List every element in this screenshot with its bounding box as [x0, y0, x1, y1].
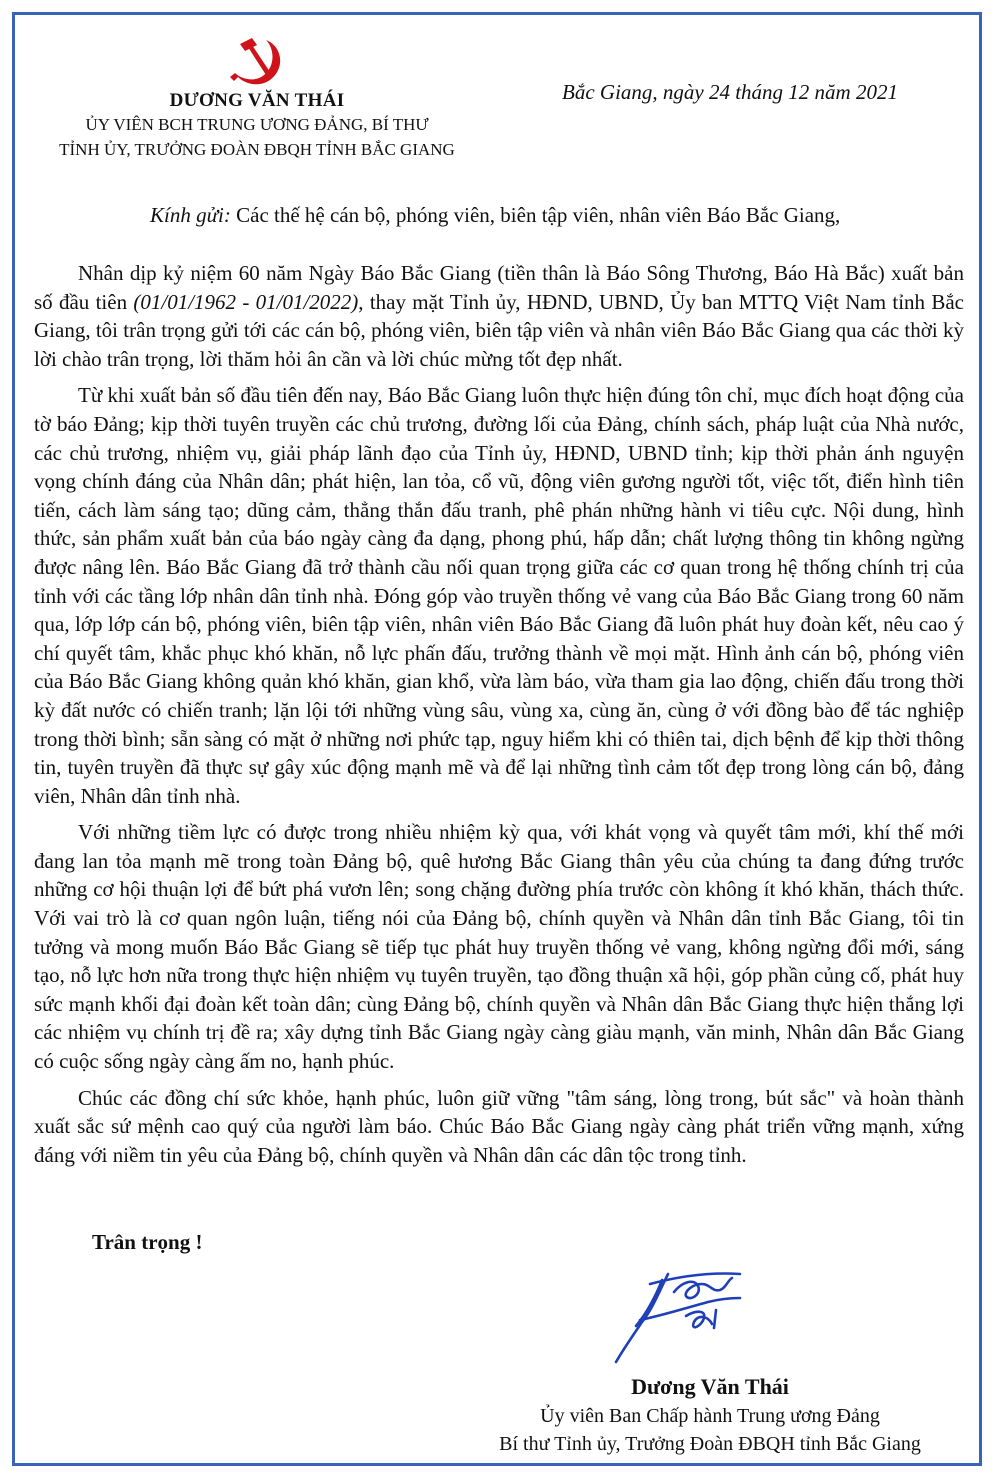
paragraph-3: Với những tiềm lực có được trong nhiều nhiệm kỳ qua, với khát vọng và quyết tâm mới, khí thế mới đang lan tỏa mạnh mẽ trong toàn Đảng bộ, quê hương Bắc Giang thân yêu của chúng ta đang đứng trước những cơ hội thuận lợi để bứt phá vươn lên; song chặng đường phía trước còn không ít khó khăn, thách thức. Với vai trò là cơ quan ngôn luận, tiếng nói của Đảng bộ, chính quyền và Nhân dân tỉnh Bắc Giang, tôi tin tưởng và mong muốn Báo Bắc Giang sẽ tiếp tục phát huy truyền thống vẻ vang, không ngừng đổi mới, sáng tạo, nỗ lực hơn nữa trong thực hiện nhiệm vụ tuyên truyền, tạo đồng thuận xã hội, góp phần củng cố, phát huy sức mạnh khối đại đoàn kết toàn dân; cùng Đảng bộ, chính quyền và Nhân dân Bắc Giang thực hiện thắng lợi các nhiệm vụ chính trị đề ra; xây dựng tỉnh Bắc Giang ngày càng giàu mạnh, văn minh, Nhân dân Bắc Giang có cuộc sống ngày càng ấm no, hạnh phúc.	[34, 820, 964, 1074]
closing-remark: Trân trọng !	[92, 1230, 203, 1254]
signer-title-line2: Bí thư Tỉnh ủy, Trưởng Đoàn ĐBQH tỉnh Bắc Giang	[499, 1433, 921, 1455]
letter-body	[34, 259, 964, 1177]
author-name: DƯƠNG VĂN THÁI	[169, 90, 345, 111]
signer-name: Dương Văn Thái	[631, 1374, 789, 1399]
hammer-and-sickle-icon	[226, 34, 288, 90]
paragraph-1-part1: Nhân dịp kỷ niệm 60 năm Ngày Báo Bắc Giang (tiền thân là Báo Sông Thương, Báo Hà Bắc) xuất bản số đầu tiên	[34, 261, 964, 314]
paragraph-4: Chúc các đồng chí sức khỏe, hạnh phúc, luôn giữ vững "tâm sáng, lòng trong, bút sắc" và hoàn thành xuất sắc sứ mệnh cao quý của người làm báo. Chúc Báo Bắc Giang ngày càng phát triển vững mạnh, xứng đáng với niềm tin yêu của Đảng bộ, chính quyền và Nhân dân các dân tộc trong tỉnh.	[34, 1085, 964, 1167]
salutation	[150, 203, 840, 228]
paragraph-1-part2: , thay mặt Tỉnh ủy, HĐND, UBND, Ủy ban MTTQ Việt Nam tỉnh Bắc Giang, tôi trân trọng gửi tới các cán bộ, phóng viên, biên tập viên và nhân viên Báo Bắc Giang qua các thời kỳ lời chào trân trọng, lời thăm hỏi ân cần và lời chúc mừng tốt đẹp nhất.	[34, 289, 964, 371]
author-title-line2: TỈNH ỦY, TRƯỞNG ĐOÀN ĐBQH TỈNH BẮC GIANG	[59, 140, 455, 159]
anniversary-dates: (01/01/1962 - 01/01/2022)	[133, 289, 359, 314]
paragraph-2: Từ khi xuất bản số đầu tiên đến nay, Báo Bắc Giang luôn thực hiện đúng tôn chỉ, mục đích hoạt động của tờ báo Đảng; kịp thời tuyên truyền các chủ trương, đường lối của Đảng, chính sách, pháp luật của Nhà nước, các chủ trương, nhiệm vụ, giải pháp lãnh đạo của Tỉnh ủy, HĐND, UBND tỉnh; kịp thời phản ánh nguyện vọng chính đáng của Nhân dân; phát hiện, lan tỏa, cổ vũ, động viên gương người tốt, việc tốt, điển hình tiên tiến, cách làm sáng tạo; dũng cảm, thẳng thắn đấu tranh, phê phán những hành vi tiêu cực. Nội dung, hình thức, sản phẩm xuất bản của báo ngày càng đa dạng, phong phú, hấp dẫn; chất lượng thông tin không ngừng được nâng lên. Báo Bắc Giang đã trở thành cầu nối quan trọng giữa các cơ quan trong hệ thống chính trị của tỉnh với các tầng lớp nhân dân tỉnh nhà. Đóng góp vào truyền thống vẻ vang của Báo Bắc Giang trong 60 năm qua, lớp lớp cán bộ, phóng viên, biên tập viên, nhân viên Báo Bắc Giang đã luôn phát huy đoàn kết, nêu cao ý chí quyết tâm, khắc phục khó khăn, nỗ lực phấn đấu, trưởng thành về mọi mặt. Hình ảnh cán bộ, phóng viên của Báo Bắc Giang không quản khó khăn, gian khổ, vừa làm báo, vừa tham gia lao động, chiến đấu trong thời kỳ đất nước có chiến tranh; lặn lội tới những vùng sâu, vùng xa, cùng ăn, cùng ở với đồng bào để tác nghiệp trong thời bình; sẵn sàng có mặt ở những nơi phức tạp, nguy hiểm khi có thiên tai, dịch bệnh để kịp thời thông tin, tuyên truyền đã thực sự gây xúc động mạnh mẽ và để lại những tình cảm tốt đẹp trong lòng cán bộ, đảng viên, Nhân dân tỉnh nhà.	[34, 383, 964, 808]
salutation-recipients: Các thế hệ cán bộ, phóng viên, biên tập viên, nhân viên Báo Bắc Giang,	[230, 203, 841, 227]
salutation-lead: Kính gửi:	[150, 203, 231, 227]
paragraph-1	[34, 259, 964, 373]
signer-block	[454, 1372, 966, 1458]
signer-title-line1: Ủy viên Ban Chấp hành Trung ương Đảng	[540, 1405, 880, 1427]
letterhead	[38, 34, 476, 162]
author-title-line1: ỦY VIÊN BCH TRUNG ƯƠNG ĐẢNG, BÍ THƯ	[85, 115, 429, 134]
date-line: Bắc Giang, ngày 24 tháng 12 năm 2021	[562, 80, 898, 104]
handwritten-signature	[590, 1262, 780, 1372]
